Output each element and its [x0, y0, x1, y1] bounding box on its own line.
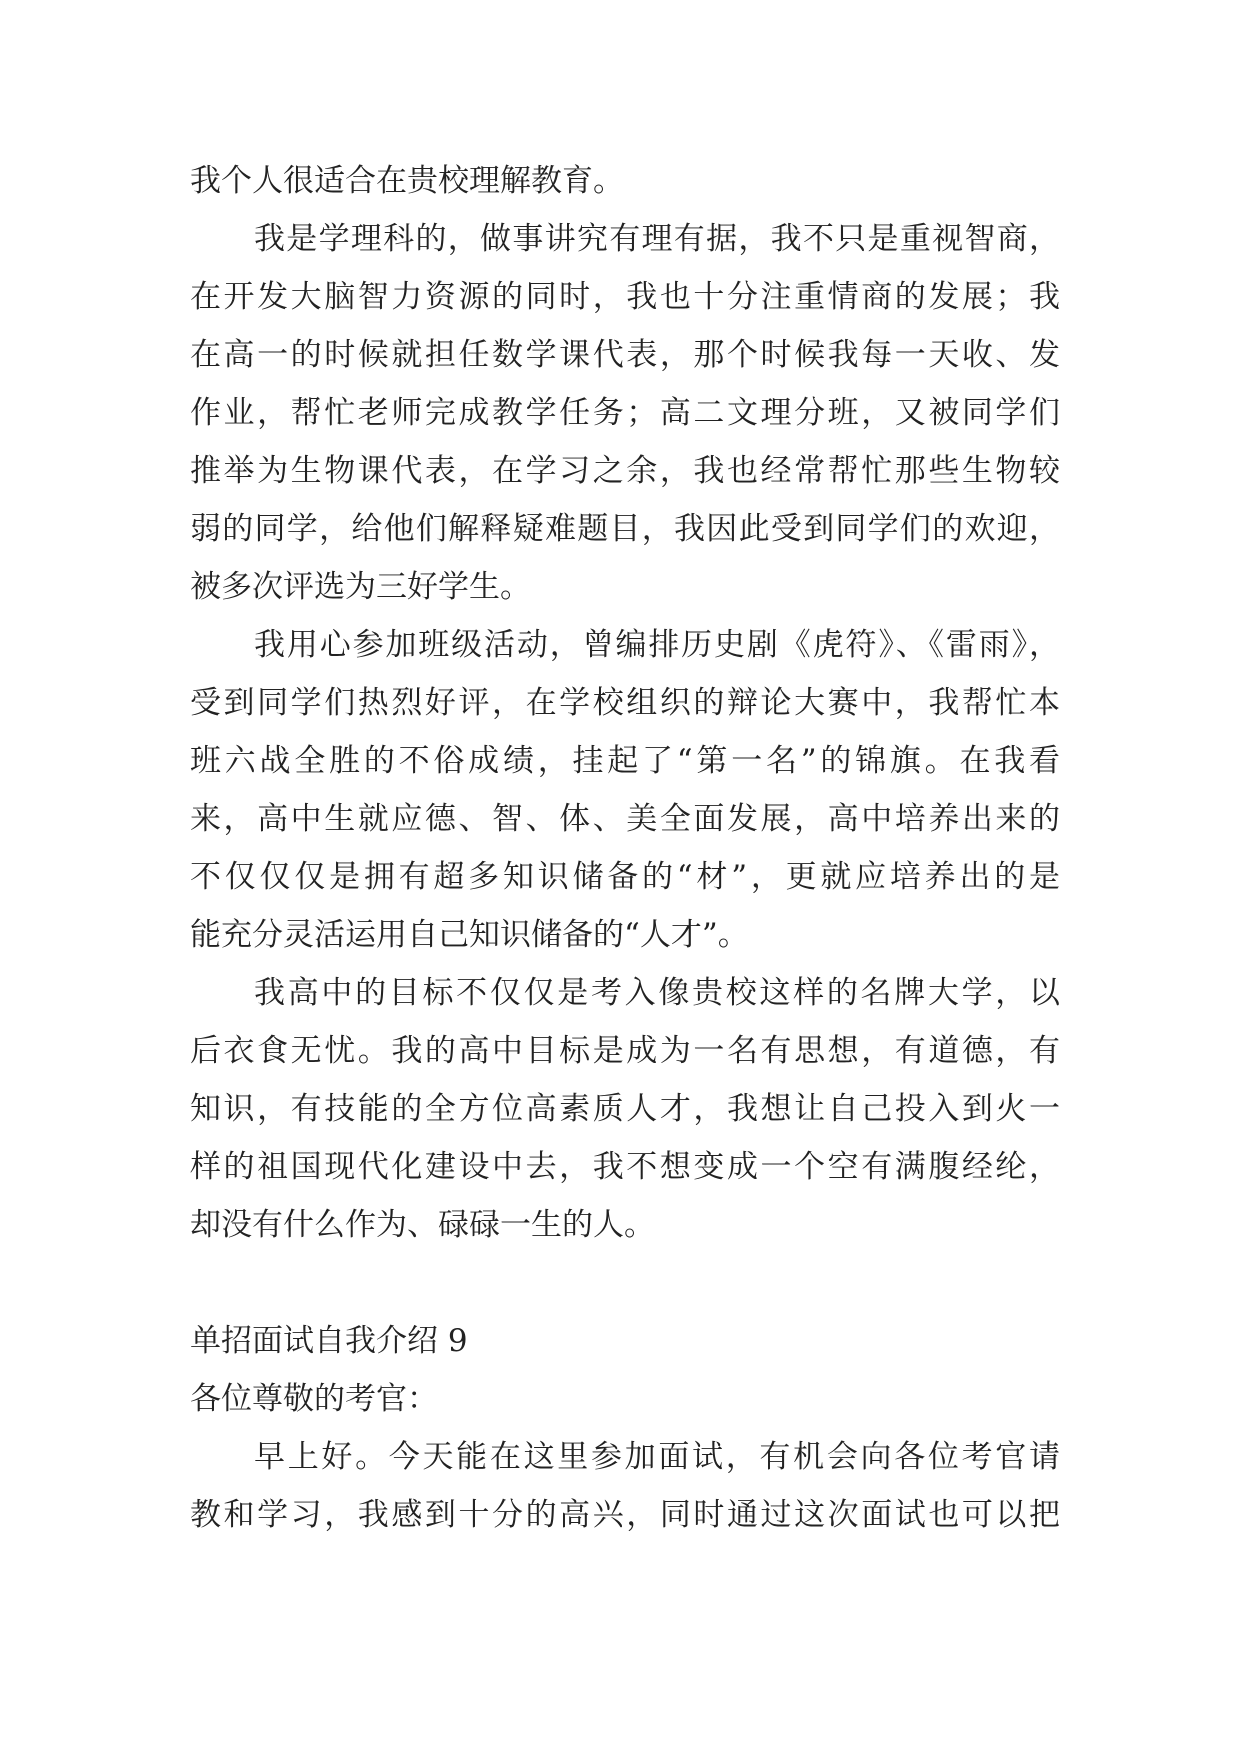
text-line: 受到同学们热烈好评，在学校组织的辩论大赛中，我帮忙本: [190, 685, 1060, 721]
text-line: 我高中的目标不仅仅是考入像贵校这样的名牌大学，以: [254, 975, 1060, 1011]
text-line: 弱的同学，给他们解释疑难题目，我因此受到同学们的欢迎，: [190, 511, 1060, 547]
text-line: 来，高中生就应德、智、体、美全面发展，高中培养出来的: [190, 801, 1060, 837]
text-line: 推举为生物课代表，在学习之余，我也经常帮忙那些生物较: [190, 453, 1060, 489]
salutation: 各位尊敬的考官：: [190, 1381, 438, 1417]
text-line: 被多次评选为三好学生。: [190, 569, 531, 605]
text-line: 样的祖国现代化建设中去，我不想变成一个空有满腹经纶，: [190, 1149, 1060, 1185]
paragraph-class-activities: [190, 616, 1060, 964]
text-line: 知识，有技能的全方位高素质人才，我想让自己投入到火一: [190, 1091, 1060, 1127]
paragraph-science-student: [190, 210, 1060, 616]
paragraph-goals: [190, 964, 1060, 1254]
text-line: 我是学理科的，做事讲究有理有据，我不只是重视智商，: [254, 221, 1060, 257]
text-line: 在高一的时候就担任数学课代表，那个时候我每一天收、发: [190, 337, 1060, 373]
text-line: 后衣食无忧。我的高中目标是成为一名有思想，有道德，有: [190, 1033, 1060, 1069]
document-body: [190, 152, 1060, 1544]
paragraph-intro: [190, 1428, 1060, 1544]
text-line: 我个人很适合在贵校理解教育。: [190, 163, 624, 199]
text-line: 在开发大脑智力资源的同时，我也十分注重情商的发展；我: [190, 279, 1060, 315]
text-line: 能充分灵活运用自己知识储备的“人才”。: [190, 917, 749, 953]
text-line: 不仅仅仅是拥有超多知识储备的“材”，更就应培养出的是: [190, 859, 1060, 895]
text-line: 教和学习，我感到十分的高兴，同时通过这次面试也可以把: [190, 1497, 1060, 1533]
section-gap: [190, 1254, 1060, 1312]
text-line: 班六战全胜的不俗成绩，挂起了“第一名”的锦旗。在我看: [190, 743, 1060, 779]
paragraph-continuation: [190, 152, 1060, 210]
text-line: 我用心参加班级活动，曾编排历史剧《虎符》、《雷雨》，: [254, 627, 1060, 663]
section-title: 单招面试自我介绍 9: [190, 1323, 468, 1359]
text-line: 早上好。今天能在这里参加面试，有机会向各位考官请: [254, 1439, 1060, 1475]
text-line: 作业，帮忙老师完成教学任务；高二文理分班，又被同学们: [190, 395, 1060, 431]
text-line: 却没有什么作为、碌碌一生的人。: [190, 1207, 655, 1243]
